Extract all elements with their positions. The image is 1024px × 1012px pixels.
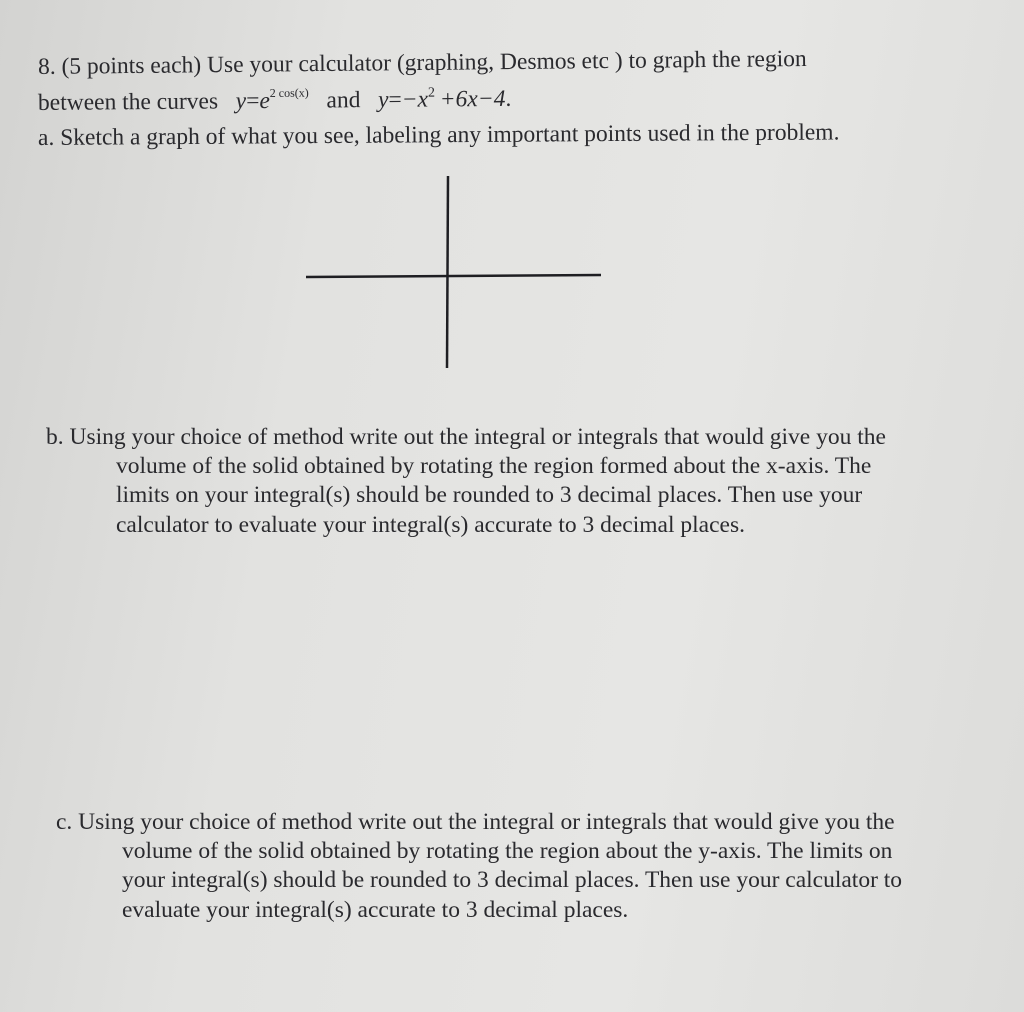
part-c-line-4: evaluate your integral(s) accurate to 3 decimal places. bbox=[122, 897, 629, 923]
x-axis-line bbox=[306, 275, 601, 277]
question-line-1: 8. (5 points each) Use your calculator (graphing, Desmos etc ) to graph the region bbox=[37, 45, 807, 80]
part-b-line-2: volume of the solid obtained by rotating the region formed about the x-axis. The bbox=[116, 453, 872, 479]
curve-2-equation: $y=-x^2 +6x-4$. bbox=[377, 85, 512, 114]
part-b-line-4: calculator to evaluate your integral(s) accurate to 3 decimal places. bbox=[116, 512, 745, 538]
part-a-text: a. Sketch a graph of what you see, labeling any important points used in the problem. bbox=[37, 119, 840, 151]
part-c-line-1: c. Using your choice of method write out the integral or integrals that would give you the bbox=[56, 809, 895, 835]
part-b-line-1: b. Using your choice of method write out the integral or integrals that would give you the bbox=[46, 424, 886, 450]
question-line-2-prefix: between the curves bbox=[37, 88, 219, 116]
y-axis-line bbox=[447, 176, 448, 368]
part-c-line-2: volume of the solid obtained by rotating the region about the y-axis. The limits on bbox=[122, 838, 893, 864]
and-word: and bbox=[326, 87, 361, 114]
curve-1-equation: $y=e^{2 cos(x)}$ bbox=[235, 85, 309, 115]
part-c-line-3: your integral(s) should be rounded to 3 decimal places. Then use your calculator to bbox=[122, 867, 903, 893]
part-b-line-3: limits on your integral(s) should be rounded to 3 decimal places. Then use your bbox=[116, 482, 863, 508]
